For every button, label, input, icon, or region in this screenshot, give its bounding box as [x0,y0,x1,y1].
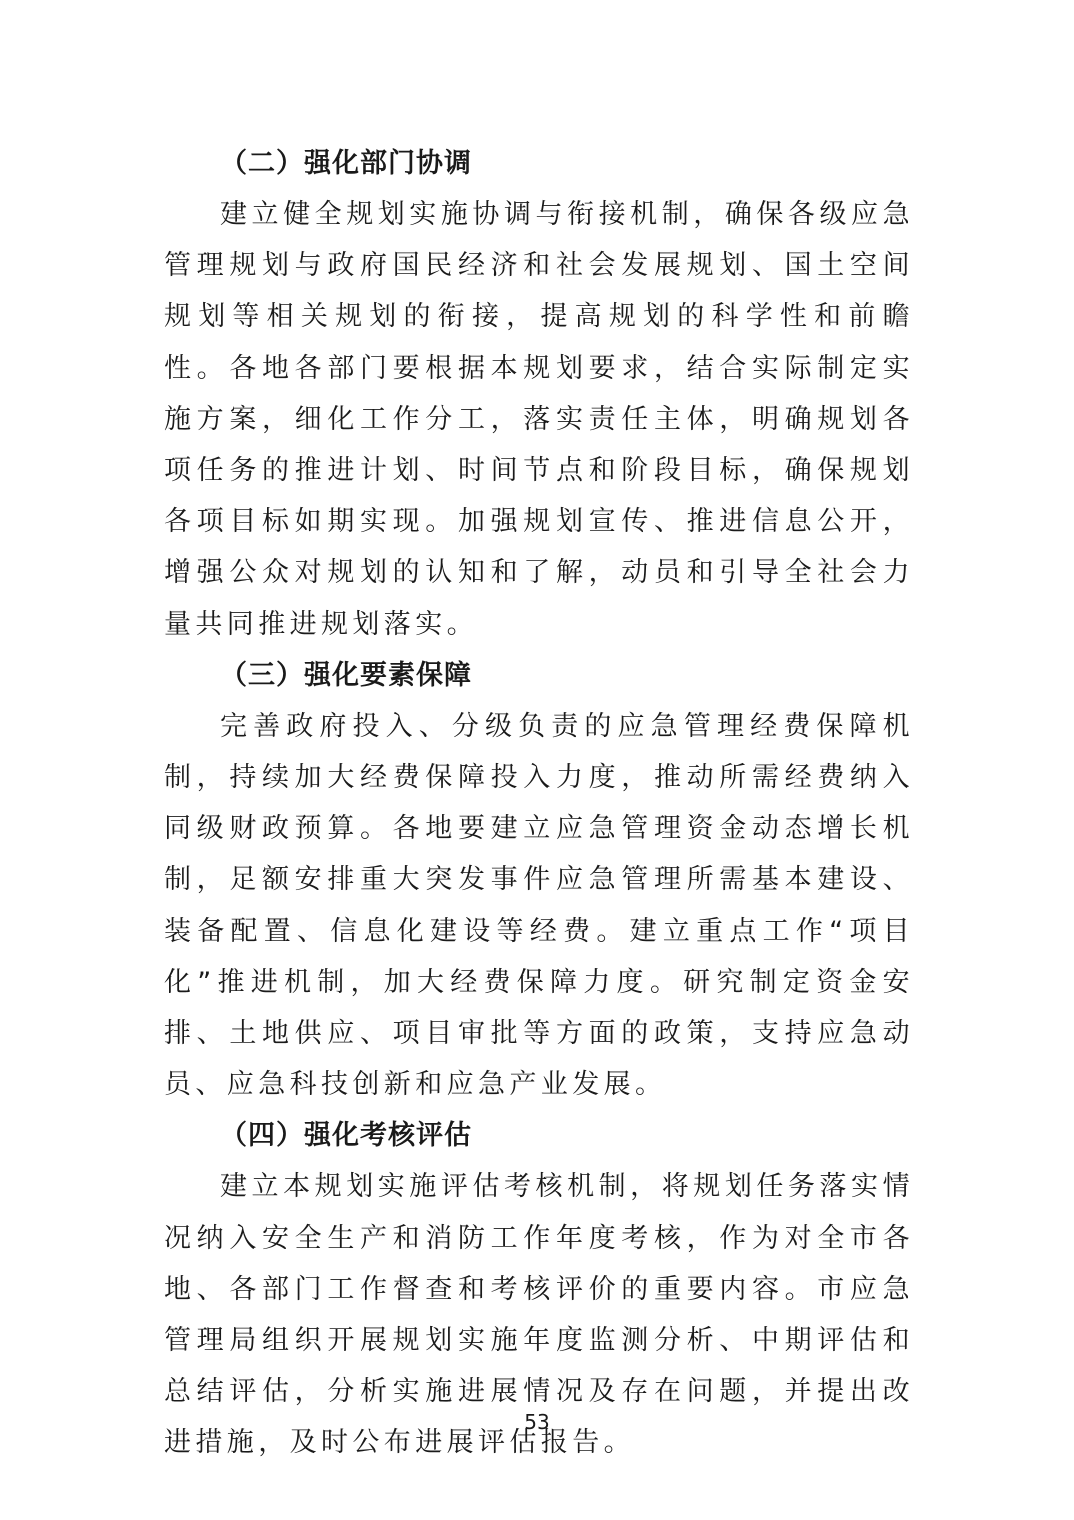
section-strengthen-resources [164,650,914,1111]
section-strengthen-coordination [164,138,914,650]
section-heading: （三）强化要素保障 [220,659,472,691]
section-heading: （二）强化部门协调 [220,148,472,179]
document-body [164,138,914,1469]
section-heading: （四）强化考核评估 [220,1120,472,1152]
section-paragraph: 完善政府投入、分级负责的应急管理经费保障机制，持续加大经费保障投入力度，推动所需经费纳入同级财政预算。各地要建立应急管理资金动态增长机制，足额安排重大突发事件应急管理所需基本建设、装备配置、信息化建设等经费。建立重点工作“项目化”推进机制，加大经费保障力度。研究制定资金安排、土地供应、项目审批等方面的政策，支持应急动员、应急科技创新和应急产业发展。 [164,710,914,1101]
page-number: 53 [524,1410,550,1434]
section-paragraph: 建立健全规划实施协调与衔接机制，确保各级应急管理规划与政府国民经济和社会发展规划、国土空间规划等相关规划的衔接，提高规划的科学性和前瞻性。各地各部门要根据本规划要求，结合实际制定实施方案，细化工作分工，落实责任主体，明确规划各项任务的推进计划、时间节点和阶段目标，确保规划各项目标如期实现。加强规划宣传、推进信息公开，增强公众对规划的认知和了解，动员和引导全社会力量共同推进规划落实。 [164,199,914,640]
section-paragraph: 建立本规划实施评估考核机制，将规划任务落实情况纳入安全生产和消防工作年度考核，作为对全市各地、各部门工作督查和考核评价的重要内容。市应急管理局组织开展规划实施年度监测分析、中期评估和总结评估，分析实施进展情况及存在问题，并提出改进措施，及时公布进展评估报告。 [164,1171,914,1459]
